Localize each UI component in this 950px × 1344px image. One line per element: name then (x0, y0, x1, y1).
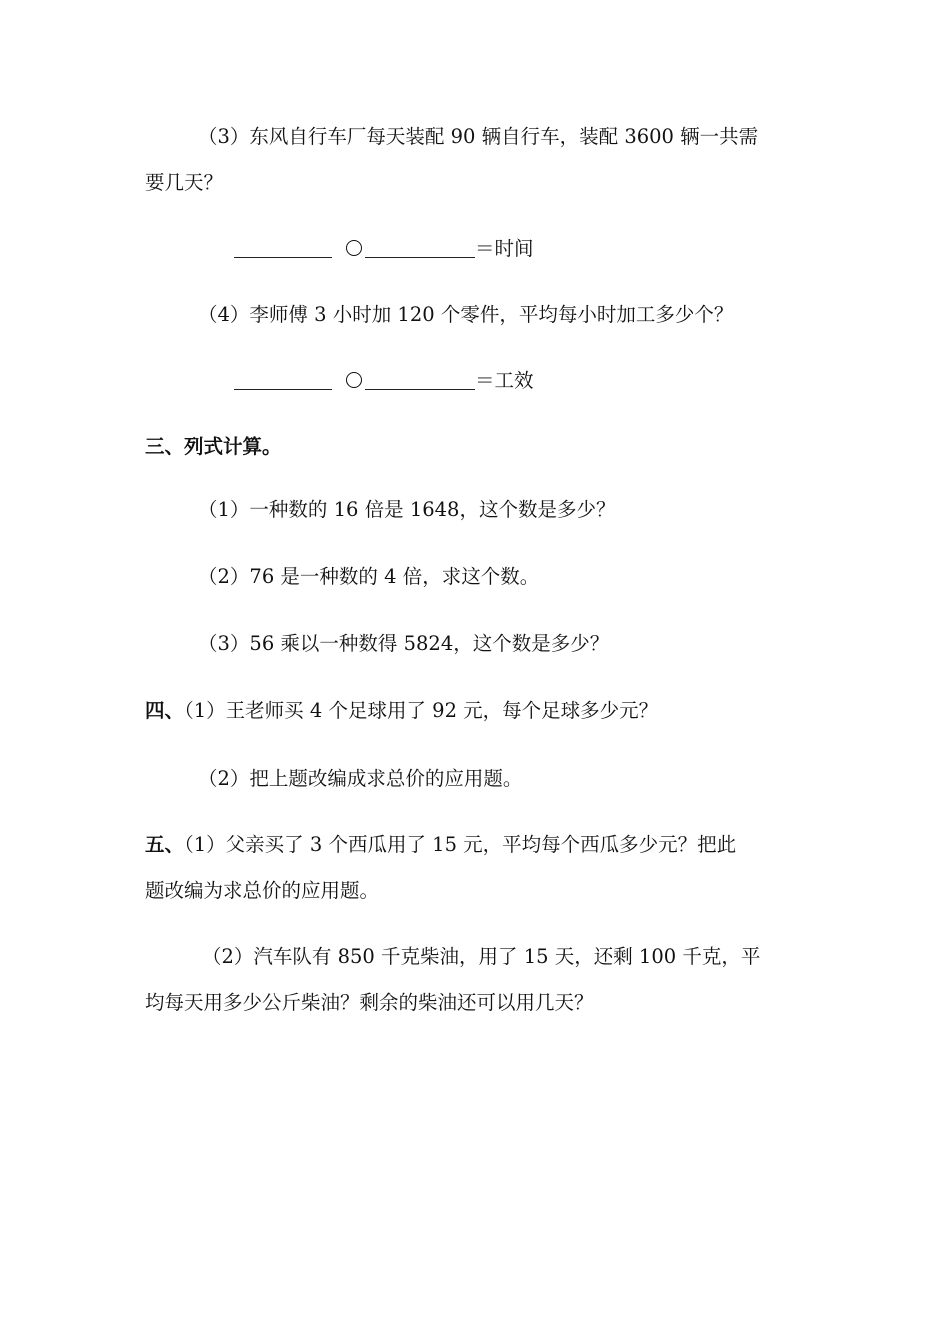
formula-result-label: ＝工效 (475, 369, 534, 392)
section-3-q3: （3）56 乘以一种数得 5824，这个数是多少？ (198, 632, 610, 655)
section-5-q1-line-1: （1）父亲买了 3 个西瓜用了 15 元，平均每个西瓜多少元？把此 (184, 833, 737, 856)
section-4-q2: （2）把上题改编成求总价的应用题。 (198, 767, 523, 790)
section-3-q1: （1）一种数的 16 倍是 1648，这个数是多少？ (198, 498, 616, 521)
section-4-q1: （1）王老师买 4 个足球用了 92 元，每个足球多少元？ (184, 699, 659, 722)
section-3-q2: （2）76 是一种数的 4 倍，求这个数。 (198, 565, 540, 588)
section-3-heading: 三、列式计算。 (145, 435, 282, 458)
q4-text: （4）李师傅 3 小时加 120 个零件，平均每小时加工多少个？ (198, 303, 734, 326)
answer-blank[interactable] (234, 237, 332, 258)
section-5-line-1 (145, 832, 736, 858)
answer-blank[interactable] (234, 369, 332, 390)
q3-line-2: 要几天？ (145, 171, 224, 194)
section-5-heading: 五、 (145, 833, 185, 856)
section-4-heading: 四、 (145, 699, 185, 722)
q3-line-1: （3）东风自行车厂每天装配 90 辆自行车，装配 3600 辆一共需 (198, 125, 759, 148)
formula-result-label: ＝时间 (475, 237, 534, 260)
answer-blank[interactable] (365, 369, 475, 390)
answer-blank[interactable] (365, 237, 475, 258)
section-4-line-1 (145, 698, 658, 724)
operator-circle[interactable] (346, 240, 362, 256)
section-5-q2-line-1: （2）汽车队有 850 千克柴油，用了 15 天，还剩 100 千克，平 (202, 945, 761, 968)
operator-circle[interactable] (346, 372, 362, 388)
section-5-q1-line-2: 题改编为求总价的应用题。 (145, 879, 380, 902)
section-5-q2-line-2: 均每天用多少公斤柴油？剩余的柴油还可以用几天？ (145, 991, 594, 1014)
q4-formula (234, 368, 534, 394)
q3-formula (234, 236, 534, 262)
